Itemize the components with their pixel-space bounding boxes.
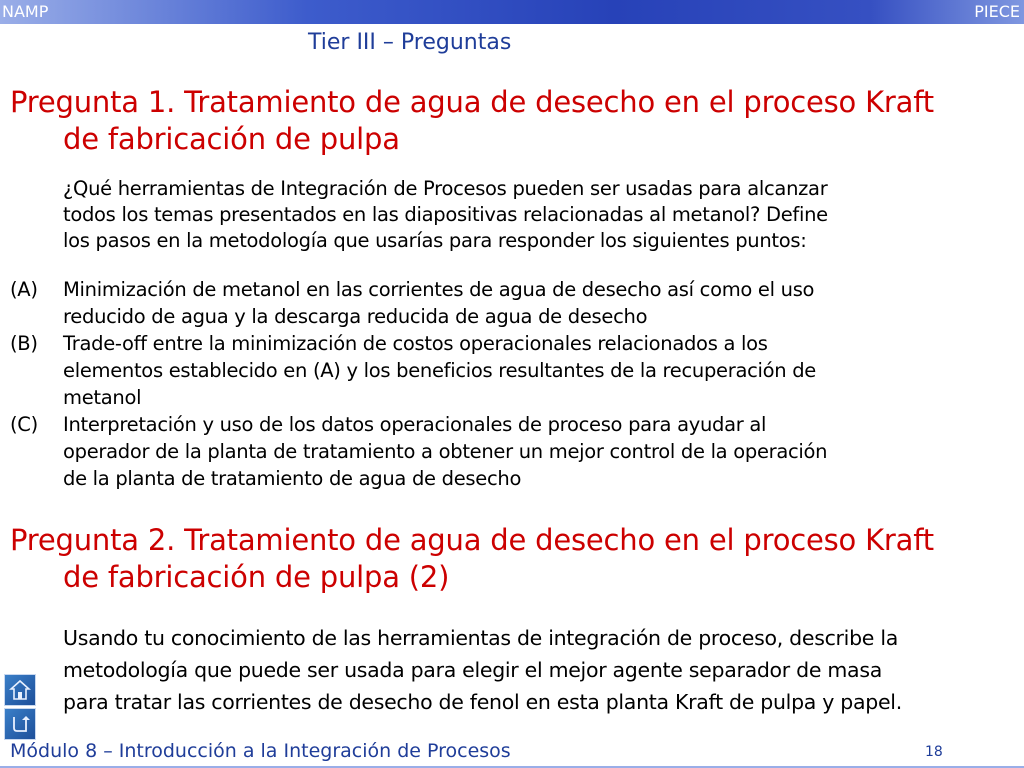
question-2-body — [63, 622, 1013, 718]
slide-title: Tier III – Preguntas — [308, 30, 512, 55]
return-button[interactable] — [4, 708, 36, 740]
question-1-heading-line2: de fabricación de pulpa — [63, 122, 400, 156]
page-number: 18 — [925, 744, 943, 760]
question-1-heading-line1: Pregunta 1. Tratamiento de agua de desecho en el proceso Kraft — [10, 85, 934, 119]
item-line: reducido de agua y la descarga reducida de agua de desecho — [63, 305, 648, 328]
home-button[interactable] — [4, 674, 36, 706]
question-1-body-line: ¿Qué herramientas de Integración de Procesos pueden ser usadas para alcanzar — [63, 177, 828, 200]
question-2-body-line: Usando tu conocimiento de las herramientas de integración de proceso, describe la — [63, 626, 898, 650]
question-2-heading-line1: Pregunta 2. Tratamiento de agua de desecho en el proceso Kraft — [10, 523, 934, 557]
item-line: Trade-off entre la minimización de costos operacionales relacionados a los — [63, 332, 768, 355]
item-marker: (C) — [10, 413, 38, 436]
question-1-body-line: todos los temas presentados en las diapositivas relacionadas al metanol? Define — [63, 203, 828, 226]
item-line: Minimización de metanol en las corrientes de agua de desecho así como el uso — [63, 278, 815, 301]
question-2-body-line: metodología que puede ser usada para elegir el mejor agente separador de masa — [63, 658, 882, 682]
item-marker: (A) — [10, 278, 38, 301]
item-line: elementos establecido en (A) y los beneficios resultantes de la recuperación de — [63, 359, 817, 382]
list-item-a — [10, 276, 1010, 330]
item-line: metanol — [63, 386, 142, 409]
header-right-label: PIECE — [974, 2, 1020, 21]
question-1-item-list — [10, 276, 1010, 492]
question-2-heading-line2: de fabricación de pulpa (2) — [63, 560, 450, 594]
item-line: Interpretación y uso de los datos operacionales de proceso para ayudar al — [63, 413, 767, 436]
header-left-label: NAMP — [2, 2, 49, 21]
item-line: de la planta de tratamiento de agua de desecho — [63, 467, 522, 490]
item-line: operador de la planta de tratamiento a obtener un mejor control de la operación — [63, 440, 828, 463]
list-item-c — [10, 411, 1010, 492]
question-1-heading — [10, 84, 934, 158]
question-1-body — [63, 176, 1013, 254]
question-2-body-line: para tratar las corrientes de desecho de fenol en esta planta Kraft de pulpa y papel. — [63, 690, 902, 714]
question-1-body-line: los pasos en la metodología que usarías para responder los siguientes puntos: — [63, 229, 807, 252]
home-icon — [9, 679, 31, 701]
header-bar — [0, 0, 1024, 24]
return-arrow-icon — [9, 713, 31, 735]
question-2-heading — [10, 522, 934, 596]
item-marker: (B) — [10, 332, 38, 355]
list-item-b — [10, 330, 1010, 411]
footer-module-text: Módulo 8 – Introducción a la Integración de Procesos — [10, 740, 511, 762]
